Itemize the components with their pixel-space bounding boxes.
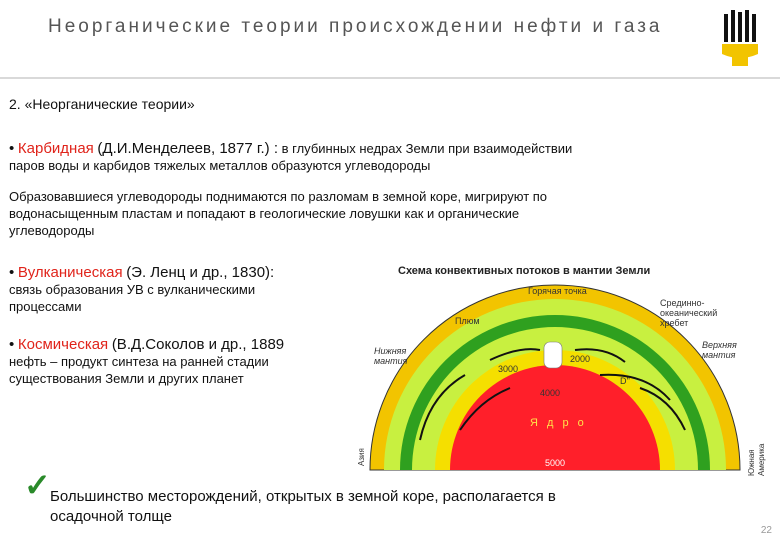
ridge-label-1: Срединно-	[660, 298, 705, 308]
bullet: •	[9, 140, 15, 157]
theory-author: (Э. Ленц и др., 1830):	[126, 264, 275, 281]
migration-line-1: Образовавшиеся углеводороды поднимаются по разломам в земной коре, мигрируют по	[9, 189, 548, 204]
theory-text: в глубинных недрах Земли при взаимодействии	[281, 141, 573, 156]
theory-text: нефть – продукт синтеза на ранней стадии	[9, 354, 269, 369]
page-number: 22	[760, 525, 772, 536]
theory-text-cont: процессами	[9, 299, 82, 314]
header-divider	[0, 77, 780, 79]
depth-2000: 2000	[570, 354, 591, 364]
upper-mantle-label-2: мантия	[702, 350, 736, 360]
asia-label: Азия	[357, 448, 366, 466]
bullet: •	[9, 336, 15, 353]
migration-line-2: водонасыщенным пластам и попадают в геологические ловушки как и органические	[9, 206, 520, 221]
carbide-theory	[9, 140, 572, 174]
mantle-convection-diagram	[340, 280, 770, 480]
section-title-text: 2. «Неорганические теории»	[9, 96, 195, 112]
depth-4000: 4000	[540, 388, 561, 398]
volcanic-theory	[9, 264, 274, 315]
conclusion-line-1: Большинство месторождений, открытых в земной коре, располагается в	[50, 488, 556, 505]
theory-name: Карбидная	[17, 140, 94, 157]
theory-name: Космическая	[17, 336, 109, 353]
lower-mantle-label-1: Нижняя	[374, 346, 407, 356]
migration-line-3: углеводороды	[9, 223, 95, 238]
migration-text	[9, 188, 547, 239]
section-title	[9, 96, 195, 112]
theory-author: (Д.И.Менделеев, 1877 г.) :	[97, 140, 278, 157]
core-label: Я д р о	[530, 417, 587, 429]
plume-label: Плюм	[455, 316, 480, 326]
conclusion-text	[50, 487, 730, 527]
south-america-label-2: Америка	[757, 443, 766, 476]
lower-mantle-label-2: мантия	[374, 356, 408, 366]
checkmark-icon: ✓	[24, 467, 51, 503]
page-title: Неорганические теории происхождении нефти и газа	[48, 16, 663, 37]
conclusion-line-2: осадочной толще	[50, 508, 172, 525]
south-america-label-1: Южная	[747, 449, 756, 476]
upper-mantle-label-1: Верхняя	[702, 340, 737, 350]
theory-name: Вулканическая	[17, 264, 123, 281]
hotspot-label: Горячая точка	[528, 286, 587, 296]
depth-3000: 3000	[498, 364, 519, 374]
theory-author: (В.Д.Соколов и др., 1889	[111, 336, 285, 353]
company-logo	[718, 10, 762, 66]
d-double-prime-label: D''	[620, 376, 630, 386]
schema-title: Схема конвективных потоков в мантии Земли	[398, 265, 651, 277]
theory-text: связь образования УВ с вулканическими	[9, 282, 256, 297]
ridge-label-2: океанический	[660, 308, 718, 318]
ridge-label-3: хребет	[660, 318, 689, 328]
cosmic-theory	[9, 336, 359, 387]
bullet: •	[9, 264, 15, 281]
plume	[544, 342, 562, 368]
depth-5000: 5000	[545, 458, 566, 468]
theory-text-cont: паров воды и карбидов тяжелых металлов образуются углеводороды	[9, 158, 431, 173]
theory-text-cont: существования Земли и других планет	[9, 371, 244, 386]
